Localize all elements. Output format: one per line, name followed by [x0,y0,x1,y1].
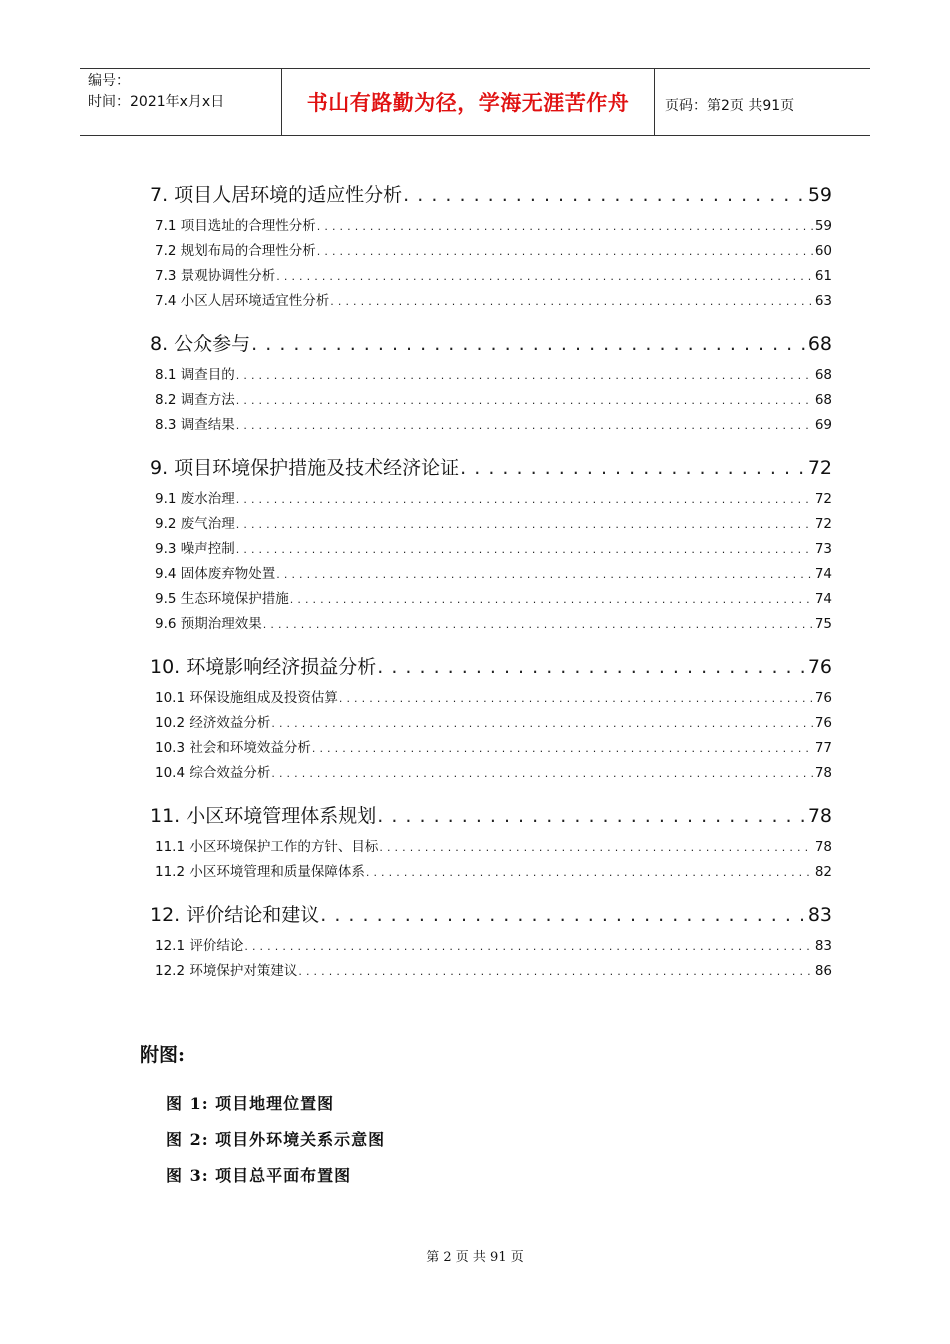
toc-page-number: 83 [807,904,832,926]
toc-page-number: 82 [814,864,832,880]
toc-label: 7.1 项目选址的合理性分析 [155,218,316,234]
toc-leader-dots [379,835,812,860]
toc-page-number: 68 [814,367,832,383]
toc-leader-dots [312,736,813,761]
toc-leader-dots [366,860,813,885]
toc-page-number: 61 [814,268,832,284]
toc-leader-dots [236,388,813,413]
document-date: 时间：2021年x月x日 [88,94,225,110]
toc-label: 10.4 综合效益分析 [155,765,271,781]
toc-label: 9.5 生态环境保护措施 [155,591,289,607]
toc-leader-dots [460,449,806,487]
toc-leader-dots [271,711,812,736]
toc-leader-dots [236,487,813,512]
toc-section[interactable] [150,736,832,761]
toc-label: 8.3 调查结果 [155,417,235,433]
toc-page-number: 72 [814,491,832,507]
toc-page-number: 59 [807,184,832,206]
toc-label: 10.2 经济效益分析 [155,715,271,731]
page-footer: 第 2 页 共 91 页 [426,1250,524,1265]
toc-page-number: 69 [814,417,832,433]
toc-leader-dots [290,587,813,612]
toc-section[interactable] [150,487,832,512]
toc-leader-dots [330,289,813,314]
toc-section[interactable] [150,388,832,413]
appendix-figure-1: 图 1: 项目地理位置图 [166,1094,335,1113]
toc-page-number: 68 [814,392,832,408]
toc-section[interactable] [150,959,832,984]
toc-leader-dots [236,363,813,388]
header-page-info: 页码：第2页 共91页 [665,98,795,114]
toc-spacer [150,438,832,449]
document-number-label: 编号： [88,73,130,89]
toc-label: 12.2 环境保护对策建议 [155,963,298,979]
toc-leader-dots [403,176,806,214]
toc-leader-dots [276,562,813,587]
toc-page-number: 73 [814,541,832,557]
toc-page-number: 76 [814,690,832,706]
toc-section[interactable] [150,761,832,786]
toc-page-number: 74 [814,566,832,582]
toc-label: 7.2 规划布局的合理性分析 [155,243,316,259]
toc-label: 12.1 评价结论 [155,938,244,954]
toc-label: 10. 环境影响经济损益分析 [150,656,377,678]
toc-page-number: 72 [807,457,832,479]
appendix-title: 附图: [140,1044,186,1066]
toc-section[interactable] [150,289,832,314]
toc-spacer [150,314,832,325]
toc-chapter[interactable] [150,896,832,934]
toc-section[interactable] [150,537,832,562]
page-header [80,68,870,136]
toc-spacer [150,786,832,797]
toc-leader-dots [339,686,813,711]
toc-section[interactable] [150,214,832,239]
toc-label: 11.2 小区环境管理和质量保障体系 [155,864,365,880]
toc-label: 11. 小区环境管理体系规划 [150,805,377,827]
header-meta [80,69,282,135]
toc-leader-dots [298,959,812,984]
toc-label: 9. 项目环境保护措施及技术经济论证 [150,457,460,479]
toc-label: 11.1 小区环境保护工作的方针、目标 [155,839,379,855]
toc-section[interactable] [150,363,832,388]
toc-section[interactable] [150,934,832,959]
toc-leader-dots [251,325,806,363]
toc-label: 10.3 社会和环境效益分析 [155,740,311,756]
toc-page-number: 74 [814,591,832,607]
toc-leader-dots [276,264,813,289]
toc-section[interactable] [150,239,832,264]
toc-leader-dots [271,761,812,786]
toc-section[interactable] [150,264,832,289]
toc-section[interactable] [150,686,832,711]
toc-chapter[interactable] [150,797,832,835]
toc-label: 8. 公众参与 [150,333,251,355]
toc-page-number: 59 [814,218,832,234]
toc-page-number: 63 [814,293,832,309]
toc-page-number: 78 [814,839,832,855]
toc-label: 9.6 预期治理效果 [155,616,262,632]
toc-label: 12. 评价结论和建议 [150,904,320,926]
toc-page-number: 78 [814,765,832,781]
toc-spacer [150,637,832,648]
toc-page-number: 60 [814,243,832,259]
toc-section[interactable] [150,587,832,612]
toc-page-number: 78 [807,805,832,827]
appendix-figure-3: 图 3: 项目总平面布置图 [166,1166,352,1185]
toc-leader-dots [236,413,813,438]
toc-label: 9.3 噪声控制 [155,541,235,557]
toc-chapter[interactable] [150,648,832,686]
toc-chapter[interactable] [150,176,832,214]
toc-page-number: 76 [807,656,832,678]
toc-spacer [150,885,832,896]
toc-page-number: 76 [814,715,832,731]
toc-label: 8.2 调查方法 [155,392,235,408]
header-motto: 书山有路勤为径，学海无涯苦作舟 [282,69,655,135]
toc-label: 7.3 景观协调性分析 [155,268,276,284]
toc-leader-dots [244,934,812,959]
toc-leader-dots [263,612,813,637]
toc-label: 7. 项目人居环境的适应性分析 [150,184,403,206]
toc-leader-dots [377,797,806,835]
toc-page-number: 68 [807,333,832,355]
toc-leader-dots [236,537,813,562]
toc-section[interactable] [150,413,832,438]
toc-label: 8.1 调查目的 [155,367,235,383]
toc-chapter[interactable] [150,325,832,363]
toc-leader-dots [317,214,813,239]
toc-leader-dots [317,239,813,264]
toc-label: 7.4 小区人居环境适宜性分析 [155,293,330,309]
table-of-contents [150,176,832,984]
toc-page-number: 77 [814,740,832,756]
toc-leader-dots [320,896,806,934]
toc-leader-dots [377,648,806,686]
toc-section[interactable] [150,835,832,860]
toc-label: 10.1 环保设施组成及投资估算 [155,690,338,706]
toc-section[interactable] [150,711,832,736]
toc-page-number: 83 [814,938,832,954]
toc-label: 9.4 固体废弃物处置 [155,566,276,582]
toc-section[interactable] [150,612,832,637]
toc-page-number: 75 [814,616,832,632]
toc-section[interactable] [150,860,832,885]
toc-chapter[interactable] [150,449,832,487]
toc-section[interactable] [150,512,832,537]
appendix-figure-2: 图 2: 项目外环境关系示意图 [166,1130,386,1149]
toc-label: 9.2 废气治理 [155,516,235,532]
toc-page-number: 72 [814,516,832,532]
toc-leader-dots [236,512,813,537]
toc-section[interactable] [150,562,832,587]
toc-page-number: 86 [814,963,832,979]
toc-label: 9.1 废水治理 [155,491,235,507]
